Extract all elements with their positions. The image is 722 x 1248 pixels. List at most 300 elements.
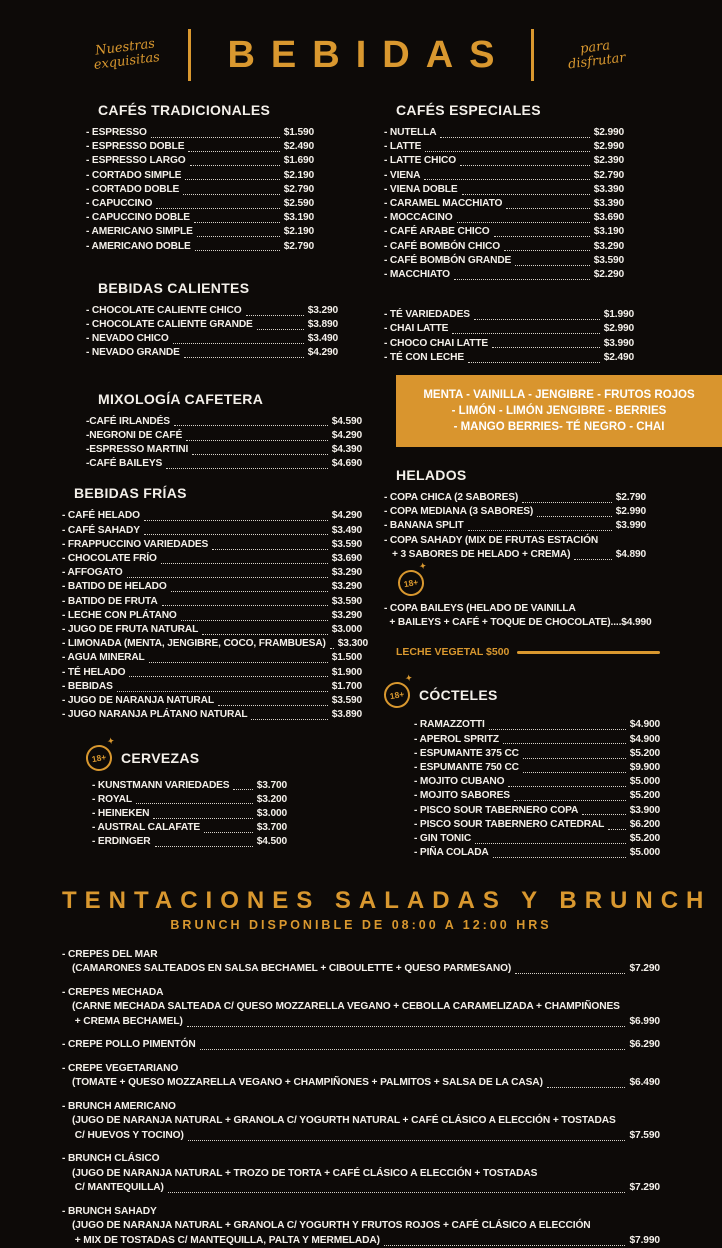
- item-price: $3.590: [332, 538, 362, 552]
- item-name: - CAFÉ BOMBÓN GRANDE: [384, 254, 511, 268]
- dot-leader: [462, 194, 590, 195]
- item-price: $5.000: [630, 846, 660, 860]
- item-name: - PIÑA COLADA: [414, 846, 489, 860]
- item-price: $3.190: [284, 211, 314, 225]
- item-name: - ESPRESSO LARGO: [86, 154, 186, 168]
- dot-leader: [574, 559, 611, 560]
- menu-item: [86, 140, 314, 154]
- menu-item: [92, 779, 287, 793]
- item-name: - ROYAL: [92, 793, 132, 807]
- menu-item: [62, 651, 362, 665]
- dot-leader: [117, 691, 328, 692]
- item-price: $3.290: [594, 240, 624, 254]
- item-price: $6.200: [630, 818, 660, 832]
- brunch-item: [62, 986, 660, 1030]
- item-name: - CORTADO SIMPLE: [86, 169, 181, 183]
- item-price: $6.990: [629, 1015, 660, 1030]
- menu-item: [62, 595, 362, 609]
- dot-leader: [204, 832, 253, 833]
- item-name: - LATTE: [384, 140, 421, 154]
- item-name: - CREPE VEGETARIANO: [62, 1062, 178, 1077]
- menu-item: [414, 789, 660, 803]
- item-name: -CAFÉ BAILEYS: [86, 457, 162, 471]
- item-price: $3.990: [616, 519, 646, 533]
- item-name: - ESPRESSO: [86, 126, 147, 140]
- item-price: $2.790: [616, 491, 646, 505]
- menu-item: [86, 169, 314, 183]
- menu-item: [86, 318, 338, 332]
- dot-leader: [547, 1087, 626, 1088]
- dot-leader: [457, 222, 590, 223]
- item-name: - NUTELLA: [384, 126, 436, 140]
- brunch-section: [0, 887, 722, 1248]
- dot-leader: [171, 591, 328, 592]
- text-line: - COPA BAILEYS (HELADO DE VAINILLA: [384, 602, 660, 616]
- item-name: - TÉ HELADO: [62, 666, 125, 680]
- item-name: - CORTADO DOBLE: [86, 183, 179, 197]
- item-name: -ESPRESSO MARTINI: [86, 443, 188, 457]
- section-title: CERVEZAS: [121, 750, 199, 766]
- item-price: $6.490: [629, 1076, 660, 1091]
- item-price: $2.790: [594, 169, 624, 183]
- dot-leader: [504, 250, 590, 251]
- dot-leader: [608, 829, 626, 830]
- item-price: $3.200: [257, 793, 287, 807]
- section-tes: [384, 308, 660, 365]
- menu-item: [86, 332, 338, 346]
- menu-item: [384, 351, 634, 365]
- item-price: $4.500: [257, 835, 287, 849]
- section-bebidas-frias: [62, 485, 362, 722]
- item-name: - CHOCOLATE CALIENTE CHICO: [86, 304, 242, 318]
- item-name: - GIN TONIC: [414, 832, 471, 846]
- item-name: - LIMONADA (MENTA, JENGIBRE, COCO, FRAMBUESA): [62, 637, 326, 651]
- menu-item-list: [86, 779, 287, 850]
- dot-leader: [190, 165, 280, 166]
- menu-item: [62, 637, 362, 651]
- brunch-item-row: [62, 1129, 660, 1144]
- dot-leader: [166, 468, 328, 469]
- item-price: $5.200: [630, 789, 660, 803]
- badge-label: 18+: [403, 577, 419, 589]
- menu-item: [384, 268, 624, 282]
- menu-item: [414, 832, 660, 846]
- item-name: - CAFÉ BOMBÓN CHICO: [384, 240, 500, 254]
- left-column: [62, 102, 362, 861]
- dot-leader: [173, 343, 304, 344]
- item-price: $4.290: [308, 346, 338, 360]
- dot-leader: [425, 151, 589, 152]
- menu-columns: [0, 88, 722, 861]
- item-price: $4.390: [332, 443, 362, 457]
- text-line: MENTA - VAINILLA - JENGIBRE - FRUTOS ROJOS: [404, 387, 714, 403]
- section-cafes-tradicionales: [62, 102, 362, 254]
- menu-item: [62, 694, 362, 708]
- item-name: - JUGO NARANJA PLÁTANO NATURAL: [62, 708, 247, 722]
- dot-leader: [212, 549, 328, 550]
- menu-item: [414, 775, 660, 789]
- dot-leader: [144, 520, 328, 521]
- dot-leader: [174, 425, 328, 426]
- item-name: - VIENA: [384, 169, 420, 183]
- dot-leader: [136, 803, 253, 804]
- brunch-item-row: [62, 1076, 660, 1091]
- item-price: $3.000: [257, 807, 287, 821]
- item-name: - ESPUMANTE 750 CC: [414, 761, 519, 775]
- menu-item: [384, 337, 634, 351]
- section-title: CÓCTELES: [419, 687, 498, 703]
- dot-leader: [161, 563, 328, 564]
- dot-leader: [144, 534, 328, 535]
- dot-leader: [156, 208, 279, 209]
- brunch-item-row: [62, 1152, 660, 1167]
- dot-leader: [127, 577, 328, 578]
- gold-rule: [517, 651, 660, 654]
- item-name: - FRAPPUCCINO VARIEDADES: [62, 538, 208, 552]
- copa-baileys-lines: [384, 602, 660, 630]
- brunch-item: [62, 1152, 660, 1196]
- dot-leader: [151, 137, 280, 138]
- menu-item: [384, 548, 646, 562]
- menu-item: [384, 197, 624, 211]
- item-name: - CAFÉ SAHADY: [62, 524, 140, 538]
- item-price: $3.900: [630, 804, 660, 818]
- menu-item: [62, 708, 362, 722]
- menu-item: [92, 793, 287, 807]
- dot-leader: [183, 194, 280, 195]
- item-name: - ESPRESSO DOBLE: [86, 140, 184, 154]
- item-name: - COPA CHICA (2 SABORES): [384, 491, 518, 505]
- dot-leader: [515, 973, 625, 974]
- menu-item: [414, 733, 660, 747]
- item-price: $3.890: [308, 318, 338, 332]
- section-title: MIXOLOGÍA CAFETERA: [86, 391, 362, 407]
- item-name: - AGUA MINERAL: [62, 651, 145, 665]
- item-name: - CHOCOLATE CALIENTE GRANDE: [86, 318, 253, 332]
- item-price: $4.900: [630, 718, 660, 732]
- item-price: $3.590: [594, 254, 624, 268]
- menu-item: [384, 491, 646, 505]
- brunch-item-row: [62, 962, 660, 977]
- leche-vegetal-note: [396, 646, 660, 658]
- item-name: - CREPES DEL MAR: [62, 948, 158, 963]
- item-price: $3.690: [594, 211, 624, 225]
- dot-leader: [522, 502, 612, 503]
- dot-leader: [440, 137, 589, 138]
- item-price: $3.290: [332, 566, 362, 580]
- brunch-item-row: [62, 1000, 660, 1015]
- item-name: C/ HUEVOS Y TOCINO): [62, 1129, 184, 1144]
- item-price: $7.290: [629, 962, 660, 977]
- item-name: -CAFÉ IRLANDÉS: [86, 415, 170, 429]
- item-name: (CAMARONES SALTEADOS EN SALSA BECHAMEL + CIBOULETTE + QUESO PARMESANO): [62, 962, 511, 977]
- item-price: $2.790: [284, 183, 314, 197]
- item-name: - PISCO SOUR TABERNERO CATEDRAL: [414, 818, 604, 832]
- section-cafes-especiales: [384, 102, 660, 282]
- menu-item: [86, 154, 314, 168]
- item-name: - PISCO SOUR TABERNERO COPA: [414, 804, 578, 818]
- menu-item-list: [86, 415, 362, 472]
- dot-leader: [384, 1245, 625, 1246]
- item-name: + MIX DE TOSTADAS C/ MANTEQUILLA, PALTA Y MERMELADA): [62, 1234, 380, 1248]
- item-name: - LECHE CON PLÁTANO: [62, 609, 177, 623]
- menu-item: [86, 415, 362, 429]
- item-name: - BRUNCH AMERICANO: [62, 1100, 176, 1115]
- menu-item: [384, 254, 624, 268]
- item-name: - NEVADO GRANDE: [86, 346, 180, 360]
- item-name: - COPA SAHADY (MIX DE FRUTAS ESTACIÓN: [384, 534, 646, 548]
- dot-leader: [468, 362, 600, 363]
- item-price: $2.490: [604, 351, 634, 365]
- item-name: - CREPES MECHADA: [62, 986, 163, 1001]
- menu-item: [414, 718, 660, 732]
- section-title: CAFÉS ESPECIALES: [384, 102, 660, 118]
- item-price: $1.990: [604, 308, 634, 322]
- page-title: BEBIDAS: [211, 34, 510, 77]
- menu-item-list: [384, 308, 634, 365]
- item-price: $3.290: [332, 580, 362, 594]
- menu-item: [62, 552, 362, 566]
- dot-leader: [515, 265, 590, 266]
- dot-leader: [186, 440, 328, 441]
- brunch-item-row: [62, 1167, 660, 1182]
- item-name: + CREMA BECHAMEL): [62, 1015, 183, 1030]
- dot-leader: [155, 846, 253, 847]
- item-price: $2.990: [594, 126, 624, 140]
- dot-leader: [537, 516, 612, 517]
- dot-leader: [200, 1049, 626, 1050]
- item-price: $4.290: [332, 509, 362, 523]
- item-name: - TÉ CON LECHE: [384, 351, 464, 365]
- menu-item: [86, 429, 362, 443]
- item-price: $1.590: [284, 126, 314, 140]
- item-name: - AFFOGATO: [62, 566, 123, 580]
- item-price: $2.990: [594, 140, 624, 154]
- brunch-item-row: [62, 1114, 660, 1129]
- item-name: - BRUNCH SAHADY: [62, 1205, 157, 1220]
- dot-leader: [492, 347, 600, 348]
- dot-leader: [508, 786, 625, 787]
- dot-leader: [489, 729, 626, 730]
- item-price: $4.590: [332, 415, 362, 429]
- item-price: $1.700: [332, 680, 362, 694]
- menu-item: [86, 197, 314, 211]
- item-name: - MOJITO SABORES: [414, 789, 510, 803]
- item-price: $3.000: [332, 623, 362, 637]
- dot-leader: [452, 333, 600, 334]
- item-price: $3.700: [257, 821, 287, 835]
- dot-leader: [168, 1192, 626, 1193]
- section-title: CAFÉS TRADICIONALES: [86, 102, 362, 118]
- dot-leader: [251, 719, 327, 720]
- dot-leader: [474, 319, 600, 320]
- item-name: (JUGO DE NARANJA NATURAL + GRANOLA C/ YOGURTH NATURAL + CAFÉ CLÁSICO A ELECCIÓN + TOSTADAS: [62, 1114, 616, 1129]
- item-price: $4.900: [630, 733, 660, 747]
- tea-flavors-box: [396, 375, 722, 447]
- dot-leader: [218, 705, 328, 706]
- item-name: (JUGO DE NARANJA NATURAL + GRANOLA C/ YOGURTH Y FRUTOS ROJOS + CAFÉ CLÁSICO A ELECCIÓN: [62, 1219, 591, 1234]
- dot-leader: [523, 772, 626, 773]
- flavor-lines: [404, 387, 714, 435]
- tagline-right: para disfrutar: [552, 36, 639, 73]
- menu-item: [414, 747, 660, 761]
- menu-item: [384, 154, 624, 168]
- dot-leader: [468, 530, 612, 531]
- divider-bar: [531, 29, 534, 81]
- section-title: BEBIDAS CALIENTES: [86, 280, 362, 296]
- item-price: $1.900: [332, 666, 362, 680]
- dot-leader: [188, 1140, 626, 1141]
- item-name: C/ MANTEQUILLA): [62, 1181, 164, 1196]
- item-name: - NEVADO CHICO: [86, 332, 169, 346]
- section-bebidas-calientes: [62, 280, 362, 361]
- brunch-item-row: [62, 948, 660, 963]
- menu-item: [414, 818, 660, 832]
- item-name: - CHOCO CHAI LATTE: [384, 337, 488, 351]
- item-price: $4.890: [616, 548, 646, 562]
- item-name: - CAPUCCINO DOBLE: [86, 211, 190, 225]
- menu-item: [92, 821, 287, 835]
- item-name: - CHOCOLATE FRÍO: [62, 552, 157, 566]
- text-line: - MANGO BERRIES- TÉ NEGRO - CHAI: [404, 419, 714, 435]
- item-name: - ESPUMANTE 375 CC: [414, 747, 519, 761]
- brunch-item-row: [62, 1038, 660, 1053]
- badge-label: 18+: [389, 689, 405, 701]
- brunch-item-row: [62, 1100, 660, 1115]
- item-name: - TÉ VARIEDADES: [384, 308, 470, 322]
- dot-leader: [454, 279, 590, 280]
- menu-item: [384, 308, 634, 322]
- dot-leader: [162, 605, 328, 606]
- brunch-item-row: [62, 1062, 660, 1077]
- menu-item: [86, 304, 338, 318]
- brunch-item-row: [62, 1219, 660, 1234]
- item-price: $3.390: [594, 183, 624, 197]
- brunch-subtitle: BRUNCH DISPONIBLE DE 08:00 A 12:00 HRS: [62, 918, 660, 932]
- brunch-item-row: [62, 1234, 660, 1248]
- menu-item: [414, 846, 660, 860]
- item-price: $2.990: [604, 322, 634, 336]
- menu-item: [414, 761, 660, 775]
- dot-leader: [184, 357, 304, 358]
- text-line: + BAILEYS + CAFÉ + TOQUE DE CHOCOLATE)....$4.990: [384, 616, 660, 630]
- text-line: - LIMÓN - LIMÓN JENGIBRE - BERRIES: [404, 403, 714, 419]
- menu-item-list: [62, 509, 362, 722]
- item-name: - HEINEKEN: [92, 807, 149, 821]
- menu-item: [86, 457, 362, 471]
- item-name: - CAFÉ ARABE CHICO: [384, 225, 490, 239]
- item-price: $2.390: [594, 154, 624, 168]
- section-mixologia-cafetera: [62, 391, 362, 472]
- dot-leader: [523, 758, 626, 759]
- item-name: - LATTE CHICO: [384, 154, 456, 168]
- menu-item: [62, 524, 362, 538]
- menu-item: [86, 225, 314, 239]
- item-name: -NEGRONI DE CAFÉ: [86, 429, 182, 443]
- 18-plus-icon: [382, 680, 412, 710]
- menu-item: [384, 322, 634, 336]
- item-name: - AMERICANO SIMPLE: [86, 225, 193, 239]
- item-price: $3.490: [308, 332, 338, 346]
- item-name: - CREPE POLLO PIMENTÓN: [62, 1038, 196, 1053]
- dot-leader: [153, 818, 252, 819]
- menu-item: [62, 566, 362, 580]
- menu-item: [384, 126, 624, 140]
- brunch-item: [62, 1038, 660, 1053]
- dot-leader: [582, 814, 625, 815]
- dot-leader: [194, 222, 280, 223]
- menu-item: [62, 623, 362, 637]
- brunch-item-row: [62, 1205, 660, 1220]
- dot-leader: [195, 250, 280, 251]
- menu-item-list: [86, 304, 338, 361]
- section-cocteles: [384, 682, 660, 860]
- item-price: $3.690: [332, 552, 362, 566]
- dot-leader: [187, 1026, 626, 1027]
- item-price: $3.990: [604, 337, 634, 351]
- item-price: $3.190: [594, 225, 624, 239]
- brunch-item-row: [62, 986, 660, 1001]
- item-name: - CAFÉ HELADO: [62, 509, 140, 523]
- 18-plus-icon: [396, 568, 426, 598]
- item-price: $3.590: [332, 694, 362, 708]
- menu-item-list: [384, 126, 624, 282]
- brunch-item-row: [62, 1181, 660, 1196]
- section-title: HELADOS: [384, 467, 660, 483]
- dot-leader: [129, 676, 327, 677]
- item-name: - AUSTRAL CALAFATE: [92, 821, 200, 835]
- item-name: - JUGO DE NARANJA NATURAL: [62, 694, 214, 708]
- menu-item: [384, 505, 646, 519]
- menu-item: [414, 804, 660, 818]
- menu-item: [86, 346, 338, 360]
- dot-leader: [460, 165, 590, 166]
- item-price: $2.190: [284, 169, 314, 183]
- menu-item: [384, 140, 624, 154]
- menu-item-list: [86, 126, 314, 254]
- item-price: $1.500: [332, 651, 362, 665]
- item-name: - MOJITO CUBANO: [414, 775, 504, 789]
- item-price: $9.900: [630, 761, 660, 775]
- item-price: $3.290: [332, 609, 362, 623]
- item-name: - MACCHIATO: [384, 268, 450, 282]
- brunch-item: [62, 1062, 660, 1091]
- item-price: $3.490: [332, 524, 362, 538]
- dot-leader: [149, 662, 328, 663]
- item-name: - BATIDO DE HELADO: [62, 580, 167, 594]
- item-price: $3.700: [257, 779, 287, 793]
- item-price: $3.390: [594, 197, 624, 211]
- menu-item-list: [384, 491, 646, 562]
- item-name: - APEROL SPRITZ: [414, 733, 499, 747]
- menu-item: [384, 240, 624, 254]
- dot-leader: [257, 329, 304, 330]
- item-price: $5.200: [630, 832, 660, 846]
- item-name: - BRUNCH CLÁSICO: [62, 1152, 159, 1167]
- dot-leader: [192, 454, 328, 455]
- dot-leader: [185, 179, 279, 180]
- brunch-item-row: [62, 1015, 660, 1030]
- item-price: $5.000: [630, 775, 660, 789]
- section-copa-baileys: [384, 568, 660, 630]
- item-name: - CARAMEL MACCHIATO: [384, 197, 502, 211]
- item-price: $3.300: [338, 637, 368, 651]
- item-price: $2.590: [284, 197, 314, 211]
- item-name: - ERDINGER: [92, 835, 151, 849]
- item-name: - MOCCACINO: [384, 211, 453, 225]
- divider-bar: [188, 29, 191, 81]
- dot-leader: [424, 179, 589, 180]
